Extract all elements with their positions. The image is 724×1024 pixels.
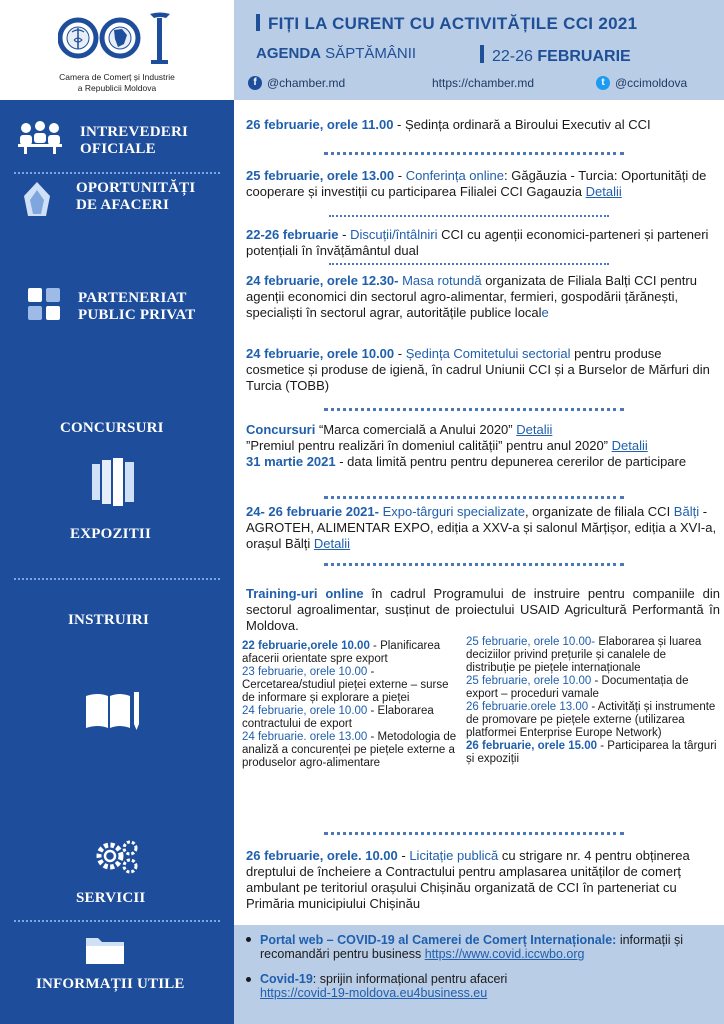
contest-deadline: 31 martie 2021 [246,454,336,469]
training-item [466,701,718,740]
dotted-divider [324,408,624,412]
training-text: - Activități și instrumente de promovare pe piețele externe (utilizarea platformei Enterprise Europe Network) [466,701,716,739]
title-bar [256,14,260,31]
sidebar-item-ppp [78,290,195,324]
event-text: - Ședința ordinară a Biroului Executiv al CCI [393,117,651,132]
page-title-text: FIȚI LA CURENT CU ACTIVITĂȚILE CCI 2021 [268,14,638,33]
training-left-column [242,640,460,770]
sidebar-afaceri-line2: DE AFACERI [76,197,169,213]
org-name-line1: Camera de Comerț și Industrie [59,72,175,82]
event-text: organizata de Filiala Balți CCI pentru agenții economici din sectorul agro-alimentar, fermieri, gospodării țărănești, specialiști în sectorul agrar, autoritățile publice local [246,273,697,320]
dotted-divider [324,563,624,567]
sidebar-divider [14,172,220,174]
sidebar-item-servicii [76,890,145,907]
details-link[interactable]: Detalii [313,536,351,551]
training-item [466,675,718,701]
training-item [242,666,460,705]
flame-icon [20,180,54,220]
training-item [242,731,460,770]
event-sedinta-birou [246,117,720,133]
sidebar-oficiale-line1: INTREVEDERI [80,124,189,140]
contest-line-1 [246,422,720,438]
details-link[interactable]: Detalii [611,438,648,453]
training-text: - Documentația de export – proceduri vamale [466,675,689,700]
agenda-label [256,45,416,62]
exhibition-date: 24- 26 februarie 2021- [246,504,379,519]
sidebar-servicii-label: SERVICII [76,890,146,906]
handshake-icon [24,284,64,324]
bullet-icon [246,977,251,982]
folder-icon [84,932,126,966]
facebook-link[interactable] [248,76,345,90]
exhibition-city: Bălți [673,504,700,519]
training-date: 25 februarie, orele 10.00 [466,675,592,687]
training-item [466,636,718,675]
contests-block [246,422,720,470]
training-date: 25 februarie, orele 10.00- [466,636,596,648]
sidebar-oficiale-line2: OFICIALE [80,141,156,157]
training-text: - Participarea la târguri și expoziții [466,740,717,765]
training-date: 24 februarie, orele 10.00 [242,705,368,717]
twitter-icon: t [596,76,610,90]
service-text: cu strigare nr. 4 pentru obținerea dreptului de încheiere a Contractului pentru amplasarea unităților de comerț ambulant pe teritoriul orașului Chișinău organizată de CCI în parteneriat cu Primăria municipiului Chișinău [246,848,690,911]
training-date: 26 februarie, orele 15.00 [466,740,598,752]
meeting-icon [16,120,64,154]
contest-line-2 [246,438,720,454]
sidebar-item-concursuri [60,420,164,437]
dotted-divider [324,832,624,836]
event-dash: - [338,227,351,242]
main-content [234,100,724,930]
info-link[interactable]: https://covid-19-moldova.eu4business.eu [260,986,488,1000]
training-text: - Planificarea afacerii orientate spre export [242,640,441,665]
info-title: Portal web – COVID-19 al Camerei de Comerț Internaționale: [260,933,617,947]
agenda-rest: SĂPTĂMÂNII [321,45,417,62]
sidebar-item-expozitii [70,526,151,543]
info-text: informații și recomandări pentru business [260,933,684,961]
service-dash: - [397,848,410,863]
dotted-divider [324,496,624,500]
event-date: 25 februarie, orele 13.00 [246,168,395,183]
training-item [466,740,718,766]
event-text-end: e [541,305,549,320]
exhibitions-block [246,504,720,552]
training-date: 23 februarie, orele 10.00 [242,666,368,678]
training-item [242,640,460,666]
event-text: pentru produse cosmetice și produse de igienă, în cadrul Uniunii CCI și a Burselor de Mărfuri din Turcia (TOBB) [246,346,710,393]
training-text: - Metodologia de analiză a concurenței pe piețele externe a produselor agro-alimentare [242,731,457,769]
sidebar-item-oficiale [80,124,188,158]
page-title [256,14,637,34]
event-text: : Găgăuzia - Turcia: Oportunități de cooperare și investiții cu participarea Filialei CCI Gagauzia [246,168,707,199]
website-link[interactable] [432,76,534,90]
event-date: 22-26 februarie [246,227,339,242]
sidebar [0,100,234,1024]
event-type: Conferința online [405,168,505,183]
training-text: în cadrul Programului de instruire pentru companiile din sectorul agroalimentar, susținut de proiectului USAID Agricultură Performantă în Moldova. [246,586,721,633]
contest-text: ”Premiul pentru realizări în domeniul calității” pentru anul 2020” [246,438,609,453]
contest-text: - data limită pentru pentru depunerea cererilor de participare [335,454,687,469]
contest-line-3 [246,454,720,470]
week-range [480,45,631,66]
dotted-divider [329,215,609,219]
training-text: - Elaborarea contractului de export [242,705,434,730]
event-type: Discuții/întâlniri [350,227,438,242]
sidebar-expozitii-label: EXPOZITII [70,526,151,542]
facebook-icon: f [248,76,262,90]
exhibition-type: Expo-târguri specializate [378,504,525,519]
details-link[interactable]: Detalii [516,422,553,437]
event-date: 24 februarie, orele 10.00 [246,346,395,361]
training-intro [246,586,720,634]
sidebar-divider [14,578,220,580]
event-date: 24 februarie, orele 12.30- [246,273,399,288]
week-bar [480,45,484,63]
useful-info-panel [234,925,724,1024]
org-name-line2: a Republicii Moldova [77,83,157,93]
sidebar-informatii-label: INFORMAȚII UTILE [36,976,185,992]
exhibition-icon [90,456,136,508]
sidebar-afaceri-line1: OPORTUNITĂȚI [76,180,196,196]
exhibition-text: - AGROTEH, ALIMENTAR EXPO, ediția a XXV-a și salonul Mărțișor, ediția a XVI-a, orașul Bălți [246,504,717,551]
agenda-bold: AGENDA [256,45,322,62]
service-date: 26 februarie, orele. 10.00 [246,848,398,863]
week-range-days: 22-26 [492,48,538,65]
info-item-covid-md [260,972,720,1000]
facebook-handle: @chamber.md [267,76,346,90]
sidebar-concursuri-label: CONCURSURI [60,420,164,436]
info-link[interactable]: https://www.covid.iccwbo.org [424,947,585,961]
info-text: : sprijin informațional pentru afaceri [312,972,508,986]
dotted-divider [324,152,624,156]
event-conferinta [246,168,720,200]
org-name [0,72,234,94]
dotted-divider [329,263,609,267]
event-masa-rotunda [246,273,720,321]
training-text: - Cercetarea/studiul pieței externe – surse de informare și explorare a pieței [242,666,449,704]
training-text: Elaborarea și luarea deciziilor privind prețurile și canalele de distribuție pe piețele internaționale [466,636,702,674]
contest-text: “Marca comercială a Anului 2020” [315,422,513,437]
event-text: CCI cu agenții economici-parteneri și parteneri potențiali în învățământul dual [246,227,709,258]
logo-area [0,0,234,100]
sidebar-item-instruiri [68,612,149,629]
cci-logo-icon [58,8,188,68]
event-type: Masa rotundă [398,273,482,288]
sidebar-instruiri-label: INSTRUIRI [68,612,149,628]
training-date: 26 februarie.orele 13.00 [466,701,589,713]
info-item-covid-icc [260,933,720,961]
service-type: Licitație publică [409,848,499,863]
sidebar-item-informatii [36,976,185,993]
event-comitet-sectorial [246,346,720,394]
twitter-link[interactable] [596,76,687,90]
exhibition-text: , organizate de filiala CCI [524,504,674,519]
training-date: 24 februarie. orele 13.00 [242,731,368,743]
bullet-icon [246,937,251,942]
details-link[interactable]: Detalii [585,184,622,199]
header [234,0,724,100]
event-dash: - [394,168,406,183]
training-date: 22 februarie,orele 10.00 [242,640,370,652]
event-date: 26 februarie, orele 11.00 [246,117,394,132]
training-label: Training-uri online [246,586,364,601]
training-right-column [466,636,718,766]
gears-icon [94,836,140,876]
contest-label: Concursuri [246,422,316,437]
sidebar-ppp-line2: PUBLIC PRIVAT [78,307,196,323]
sidebar-item-afaceri [76,180,195,214]
services-block [246,848,720,912]
event-dash: - [394,346,406,361]
sidebar-ppp-line1: PARTENERIAT [78,290,187,306]
website-url: https://chamber.md [432,76,535,90]
sidebar-divider [14,920,220,922]
event-discutii [246,227,720,259]
info-title: Covid-19 [260,972,313,986]
training-item [242,705,460,731]
week-range-month: FEBRUARIE [537,48,631,65]
twitter-handle: @ccimoldova [615,76,688,90]
book-icon [84,690,144,732]
event-type: Ședința Comitetului sectorial [405,346,571,361]
